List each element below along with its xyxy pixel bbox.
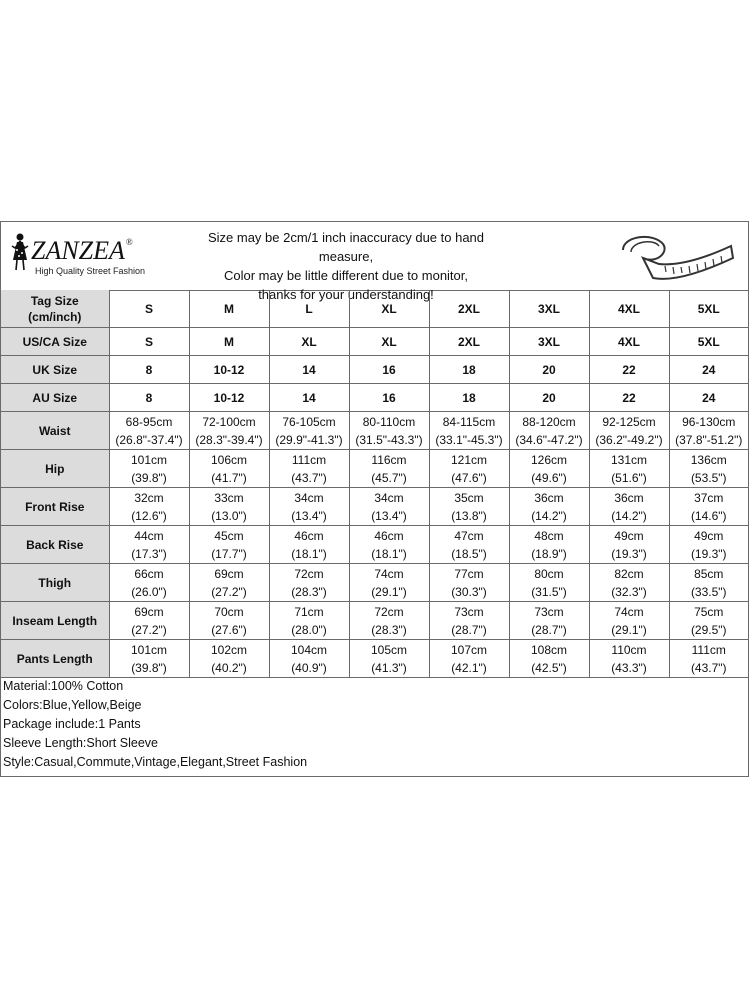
size-table [1, 290, 748, 678]
measure-cell: 49cm (19.3") [669, 526, 748, 564]
detail-colors: Colors:Blue,Yellow,Beige [3, 698, 142, 712]
measure-cell: 102cm (40.2") [189, 640, 269, 678]
brand-logo [5, 230, 175, 286]
table-row [1, 412, 748, 450]
size-cell: XL [269, 328, 349, 356]
measure-cell: 73cm (28.7") [509, 602, 589, 640]
size-cell: 4XL [589, 328, 669, 356]
table-row [1, 602, 748, 640]
measure-cell: 82cm (32.3") [589, 564, 669, 602]
size-cell: 8 [109, 356, 189, 384]
row-label: AU Size [1, 384, 109, 412]
table-row [1, 328, 748, 356]
table-row [1, 450, 748, 488]
measuring-tape-icon [613, 228, 739, 288]
size-cell: 10-12 [189, 384, 269, 412]
measure-cell: 88-120cm (34.6"-47.2") [509, 412, 589, 450]
table-row [1, 488, 748, 526]
size-header-cell: L [269, 290, 349, 328]
measure-cell: 96-130cm (37.8"-51.2") [669, 412, 748, 450]
size-cell: 22 [589, 356, 669, 384]
measure-cell: 47cm (18.5") [429, 526, 509, 564]
brand-name: ZANZEA® [31, 236, 133, 265]
measure-cell: 107cm (42.1") [429, 640, 509, 678]
measure-cell: 46cm (18.1") [269, 526, 349, 564]
measure-cell: 72cm (28.3") [349, 602, 429, 640]
measure-cell: 121cm (47.6") [429, 450, 509, 488]
size-header-cell: 3XL [509, 290, 589, 328]
measure-cell: 116cm (45.7") [349, 450, 429, 488]
table-row [1, 290, 748, 328]
measure-cell: 77cm (30.3") [429, 564, 509, 602]
notice-line: Size may be 2cm/1 inch inaccuracy due to hand measure, [207, 230, 485, 264]
row-label: UK Size [1, 356, 109, 384]
row-label: Pants Length [1, 640, 109, 678]
measure-cell: 33cm (13.0") [189, 488, 269, 526]
detail-package: Package include:1 Pants [3, 717, 141, 731]
measure-cell: 34cm (13.4") [349, 488, 429, 526]
row-label: Inseam Length [1, 602, 109, 640]
measure-cell: 68-95cm (26.8"-37.4") [109, 412, 189, 450]
measure-cell: 76-105cm (29.9"-41.3") [269, 412, 349, 450]
measure-cell: 80-110cm (31.5"-43.3") [349, 412, 429, 450]
size-header-cell: 4XL [589, 290, 669, 328]
table-row [1, 356, 748, 384]
measure-cell: 48cm (18.9") [509, 526, 589, 564]
measure-cell: 80cm (31.5") [509, 564, 589, 602]
row-label: Hip [1, 450, 109, 488]
measure-cell: 69cm (27.2") [109, 602, 189, 640]
measure-cell: 74cm (29.1") [349, 564, 429, 602]
measure-cell: 84-115cm (33.1"-45.3") [429, 412, 509, 450]
product-details [3, 677, 307, 772]
measure-cell: 104cm (40.9") [269, 640, 349, 678]
row-label: Thigh [1, 564, 109, 602]
size-chart-header [1, 222, 748, 302]
detail-style: Style:Casual,Commute,Vintage,Elegant,Street Fashion [3, 755, 308, 769]
measure-cell: 73cm (28.7") [429, 602, 509, 640]
size-cell: 10-12 [189, 356, 269, 384]
measure-cell: 74cm (29.1") [589, 602, 669, 640]
measure-cell: 136cm (53.5") [669, 450, 748, 488]
size-cell: 3XL [509, 328, 589, 356]
woman-silhouette-icon [9, 232, 31, 272]
size-cell: 8 [109, 384, 189, 412]
size-cell: 22 [589, 384, 669, 412]
measure-cell: 49cm (19.3") [589, 526, 669, 564]
size-cell: 24 [669, 384, 748, 412]
size-cell: 18 [429, 384, 509, 412]
notice-line: Color may be little different due to monitor, [224, 268, 468, 283]
row-label: Tag Size (cm/inch) [1, 290, 109, 328]
row-label: Back Rise [1, 526, 109, 564]
size-cell: S [109, 328, 189, 356]
measure-cell: 71cm (28.0") [269, 602, 349, 640]
size-header-cell: M [189, 290, 269, 328]
notice-line: thanks for your understanding! [258, 287, 434, 302]
measure-cell: 101cm (39.8") [109, 640, 189, 678]
size-header-cell: XL [349, 290, 429, 328]
measure-cell: 46cm (18.1") [349, 526, 429, 564]
detail-sleeve: Sleeve Length:Short Sleeve [3, 736, 158, 750]
measure-cell: 126cm (49.6") [509, 450, 589, 488]
size-header-cell: S [109, 290, 189, 328]
measure-cell: 111cm (43.7") [269, 450, 349, 488]
measure-cell: 85cm (33.5") [669, 564, 748, 602]
measure-cell: 44cm (17.3") [109, 526, 189, 564]
size-cell: 2XL [429, 328, 509, 356]
measure-cell: 34cm (13.4") [269, 488, 349, 526]
measure-cell: 36cm (14.2") [589, 488, 669, 526]
size-chart [0, 221, 749, 777]
measure-cell: 70cm (27.6") [189, 602, 269, 640]
brand-tagline: High Quality Street Fashion [35, 266, 146, 276]
size-cell: 18 [429, 356, 509, 384]
measure-cell: 66cm (26.0") [109, 564, 189, 602]
row-label: US/CA Size [1, 328, 109, 356]
measure-cell: 110cm (43.3") [589, 640, 669, 678]
detail-material: Material:100% Cotton [3, 679, 124, 693]
row-label: Front Rise [1, 488, 109, 526]
table-row [1, 526, 748, 564]
size-header-cell: 2XL [429, 290, 509, 328]
size-cell: 24 [669, 356, 748, 384]
size-cell: 16 [349, 356, 429, 384]
measure-cell: 101cm (39.8") [109, 450, 189, 488]
size-cell: 20 [509, 384, 589, 412]
size-cell: 14 [269, 356, 349, 384]
measure-cell: 35cm (13.8") [429, 488, 509, 526]
measure-cell: 75cm (29.5") [669, 602, 748, 640]
size-cell: XL [349, 328, 429, 356]
table-row [1, 640, 748, 678]
measure-cell: 131cm (51.6") [589, 450, 669, 488]
measure-cell: 37cm (14.6") [669, 488, 748, 526]
measure-cell: 32cm (12.6") [109, 488, 189, 526]
row-label: Waist [1, 412, 109, 450]
measure-cell: 69cm (27.2") [189, 564, 269, 602]
measure-cell: 106cm (41.7") [189, 450, 269, 488]
size-cell: 20 [509, 356, 589, 384]
measurement-rows [1, 412, 748, 678]
size-header-cell: 5XL [669, 290, 748, 328]
measure-cell: 72cm (28.3") [269, 564, 349, 602]
measure-cell: 92-125cm (36.2"-49.2") [589, 412, 669, 450]
size-cell: 14 [269, 384, 349, 412]
size-cell: 5XL [669, 328, 748, 356]
size-conversion-rows [1, 328, 748, 412]
measure-cell: 111cm (43.7") [669, 640, 748, 678]
size-cell: M [189, 328, 269, 356]
measure-cell: 45cm (17.7") [189, 526, 269, 564]
measure-cell: 105cm (41.3") [349, 640, 429, 678]
measure-cell: 108cm (42.5") [509, 640, 589, 678]
table-row [1, 564, 748, 602]
measure-cell: 72-100cm (28.3"-39.4") [189, 412, 269, 450]
measure-cell: 36cm (14.2") [509, 488, 589, 526]
size-cell: 16 [349, 384, 429, 412]
table-row [1, 384, 748, 412]
